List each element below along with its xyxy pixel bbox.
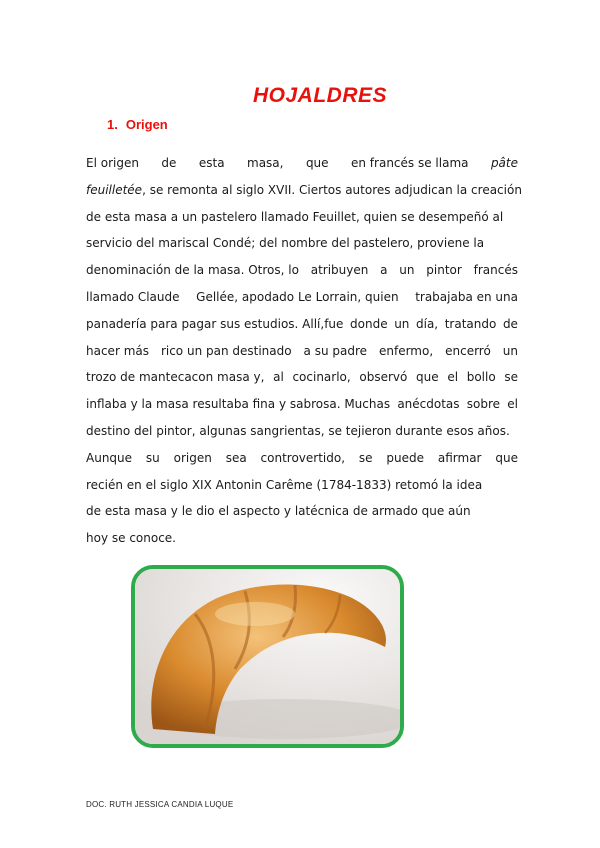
text-word: un	[394, 316, 410, 331]
text-word: cocinarlo,	[292, 370, 351, 385]
text-word: panadería para pagar sus estudios. Allí,fue	[86, 316, 344, 331]
text-word: rico un pan destinado	[160, 343, 292, 358]
text-word: de	[502, 316, 518, 331]
text-line	[86, 391, 518, 418]
text-word: que	[416, 370, 439, 385]
text-line	[86, 177, 522, 204]
text-line: recién en el siglo XIX Antonin Carême (1784-1833) retomó la idea	[86, 477, 483, 492]
text-word: que	[495, 450, 518, 465]
text-word: tratando	[444, 316, 497, 331]
text-word: el	[447, 370, 459, 385]
text-word: inflaba y la masa resultaba fina y sabrosa. Muchas	[86, 397, 391, 412]
text-word: se	[504, 370, 518, 385]
text-word: encerró	[445, 343, 491, 358]
text-word: esta	[198, 156, 225, 170]
text-word: puede	[386, 450, 425, 465]
section-number: 1.	[107, 117, 118, 132]
text-word: un	[399, 263, 415, 278]
text-line	[86, 338, 518, 365]
document-footer: DOC. RUTH JESSICA CANDIA LUQUE	[86, 800, 234, 809]
body-paragraph	[86, 150, 522, 552]
text-word: de	[161, 156, 177, 170]
text-word: un	[502, 343, 518, 358]
text-word: denominación de la masa. Otros, lo	[86, 263, 299, 278]
text-word: sea	[225, 450, 247, 465]
text-word: observó	[359, 370, 408, 385]
text-word: al	[273, 370, 284, 385]
text-line: de esta masa a un pastelero llamado Feuillet, quien se desempeñó al	[86, 209, 504, 224]
text-word: llamado Claude	[86, 289, 180, 304]
croissant-image	[131, 565, 404, 748]
text-word: controvertido,	[260, 450, 346, 465]
text-word: El origen	[86, 156, 139, 170]
text-word: , se remonta al siglo XVII. Ciertos autores adjudican la creación	[142, 182, 522, 197]
croissant-illustration	[135, 569, 400, 744]
text-line: destino del pintor, algunas sangrientas, se tejieron durante esos años.	[86, 423, 510, 438]
text-line	[86, 445, 518, 472]
text-word: Gellée, apodado Le Lorrain, quien	[196, 289, 399, 304]
text-line: hoy se conoce.	[86, 531, 176, 546]
text-line	[86, 150, 518, 177]
text-word: francés	[473, 263, 518, 278]
text-word: en francés se llama	[351, 156, 469, 170]
text-word: enfermo,	[378, 343, 434, 358]
text-word: trozo de mantecacon masa y,	[86, 370, 265, 385]
italic-term: feuilletée	[86, 182, 143, 197]
text-line	[86, 257, 518, 284]
document-title: HOJALDRES	[252, 84, 388, 107]
text-word: se	[358, 450, 373, 465]
text-word: que	[305, 156, 329, 170]
text-word: atribuyen	[310, 263, 369, 278]
text-word: el	[507, 397, 518, 412]
text-line	[86, 284, 518, 311]
text-word: donde	[350, 316, 388, 331]
text-word: anécdotas	[397, 397, 460, 412]
text-word: sobre	[466, 397, 501, 412]
section-label: Origen	[125, 117, 168, 132]
text-line: servicio del mariscal Condé; del nombre del pastelero, proviene la	[86, 236, 485, 251]
text-word: masa,	[247, 156, 284, 170]
text-word: bollo	[466, 370, 496, 385]
text-line	[86, 311, 518, 338]
text-line: de esta masa y le dio el aspecto y latécnica de armado que aún	[86, 504, 471, 519]
text-word: día,	[416, 316, 439, 331]
text-word: Aunque	[86, 450, 133, 465]
text-word: afirmar	[437, 450, 482, 465]
text-word: hacer más	[86, 343, 149, 358]
text-word: a	[380, 263, 388, 278]
text-word: trabajaba en una	[415, 289, 518, 304]
text-word: pintor	[426, 263, 462, 278]
italic-term: pâte	[490, 156, 518, 170]
text-word: origen	[173, 450, 212, 465]
text-line	[86, 364, 518, 391]
text-word: a su padre	[303, 343, 368, 358]
section-heading	[107, 117, 168, 132]
text-word: su	[145, 450, 160, 465]
